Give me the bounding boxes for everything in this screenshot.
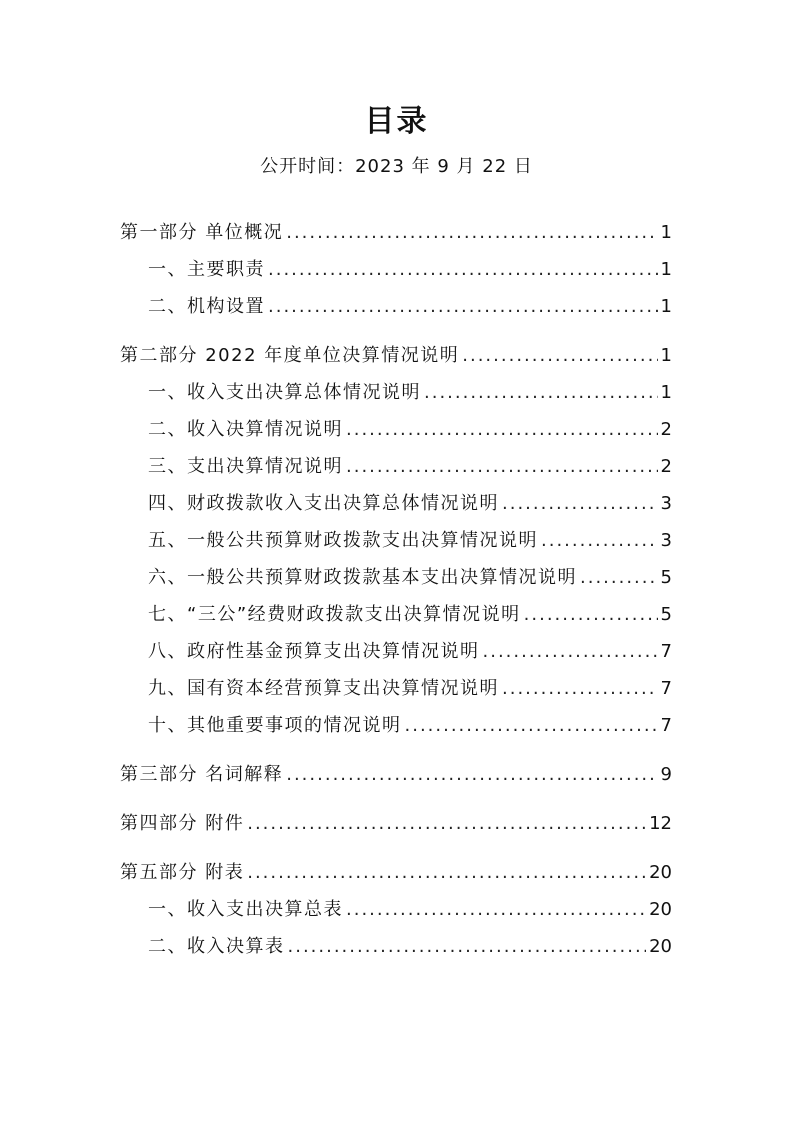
toc-entry-2-8[interactable] — [120, 637, 672, 674]
toc-entry-part-4[interactable] — [120, 809, 672, 846]
toc-entry-label: 第三部分 名词解释 — [120, 764, 284, 785]
toc-dot-leader — [268, 259, 658, 280]
toc-page-number: 1 — [660, 382, 672, 403]
toc-dot-leader — [346, 456, 658, 477]
toc-entry-label: 二、收入决算情况说明 — [148, 419, 343, 440]
toc-entry-label: 第五部分 附表 — [120, 862, 245, 883]
toc-dot-leader — [524, 604, 658, 625]
toc-page-number: 7 — [660, 678, 672, 699]
toc-dot-leader — [462, 345, 657, 366]
toc-dot-leader — [286, 764, 657, 785]
toc-entry-2-5[interactable] — [120, 526, 672, 563]
toc-entry-2-6[interactable] — [120, 563, 672, 600]
toc-entry-label: 九、国有资本经营预算支出决算情况说明 — [148, 678, 499, 699]
toc-page-number: 20 — [649, 899, 672, 920]
toc-entry-5-2[interactable] — [120, 932, 672, 969]
toc-entry-label: 一、收入支出决算总表 — [148, 899, 343, 920]
toc-entry-label: 第一部分 单位概况 — [120, 222, 284, 243]
toc-dot-leader — [502, 678, 658, 699]
toc-page-number: 20 — [649, 862, 672, 883]
toc-entry-label: 二、机构设置 — [148, 296, 265, 317]
toc-page-number: 3 — [660, 530, 672, 551]
toc-page-number: 20 — [649, 936, 672, 957]
toc-dot-leader — [483, 641, 658, 662]
toc-entry-label: 八、政府性基金预算支出决算情况说明 — [148, 641, 480, 662]
toc-entry-2-1[interactable] — [120, 378, 672, 415]
toc-page-number: 2 — [660, 456, 672, 477]
toc-dot-leader — [346, 899, 646, 920]
toc-page-number: 1 — [660, 296, 672, 317]
toc-entry-2-10[interactable] — [120, 711, 672, 748]
toc-entry-part-2[interactable] — [120, 341, 672, 378]
toc-dot-leader — [502, 493, 658, 514]
toc-entry-2-3[interactable] — [120, 452, 672, 489]
toc-dot-leader — [346, 419, 658, 440]
toc-entry-label: 第四部分 附件 — [120, 813, 245, 834]
publish-time: 公开时间：2023 年 9 月 22 日 — [260, 156, 533, 177]
toc-page-number: 5 — [660, 604, 672, 625]
table-of-contents — [120, 218, 672, 969]
toc-dot-leader — [286, 222, 657, 243]
toc-entry-2-4[interactable] — [120, 489, 672, 526]
toc-entry-label: 七、“三公”经费财政拨款支出决算情况说明 — [148, 604, 521, 625]
toc-entry-1-1[interactable] — [120, 255, 672, 292]
toc-page-number: 5 — [660, 567, 672, 588]
toc-dot-leader — [405, 715, 658, 736]
toc-dot-leader — [268, 296, 658, 317]
toc-entry-1-2[interactable] — [120, 292, 672, 329]
toc-entry-5-1[interactable] — [120, 895, 672, 932]
toc-entry-label: 四、财政拨款收入支出决算总体情况说明 — [148, 493, 499, 514]
toc-entry-label: 一、收入支出决算总体情况说明 — [148, 382, 421, 403]
toc-page-number: 1 — [660, 222, 672, 243]
toc-entry-part-3[interactable] — [120, 760, 672, 797]
toc-page-number: 12 — [649, 813, 672, 834]
toc-entry-label: 十、其他重要事项的情况说明 — [148, 715, 402, 736]
toc-entry-label: 第二部分 2022 年度单位决算情况说明 — [120, 345, 460, 366]
toc-page-number: 9 — [660, 764, 672, 785]
toc-entry-label: 六、一般公共预算财政拨款基本支出决算情况说明 — [148, 567, 577, 588]
toc-page-number: 7 — [660, 641, 672, 662]
toc-entry-label: 一、主要职责 — [148, 259, 265, 280]
toc-page-number: 1 — [660, 259, 672, 280]
toc-entry-2-7[interactable] — [120, 600, 672, 637]
toc-dot-leader — [288, 936, 647, 957]
toc-entry-label: 二、收入决算表 — [148, 936, 285, 957]
toc-entry-2-2[interactable] — [120, 415, 672, 452]
toc-entry-label: 三、支出决算情况说明 — [148, 456, 343, 477]
toc-dot-leader — [541, 530, 658, 551]
toc-dot-leader — [424, 382, 658, 403]
toc-dot-leader — [247, 862, 646, 883]
toc-dot-leader — [580, 567, 658, 588]
toc-page-number: 1 — [660, 345, 672, 366]
toc-entry-2-9[interactable] — [120, 674, 672, 711]
toc-page-number: 3 — [660, 493, 672, 514]
toc-dot-leader — [247, 813, 646, 834]
toc-page-number: 2 — [660, 419, 672, 440]
toc-entry-label: 五、一般公共预算财政拨款支出决算情况说明 — [148, 530, 538, 551]
toc-entry-part-5[interactable] — [120, 858, 672, 895]
toc-page-number: 7 — [660, 715, 672, 736]
toc-entry-part-1[interactable] — [120, 218, 672, 255]
page-title: 目录 — [364, 104, 429, 139]
